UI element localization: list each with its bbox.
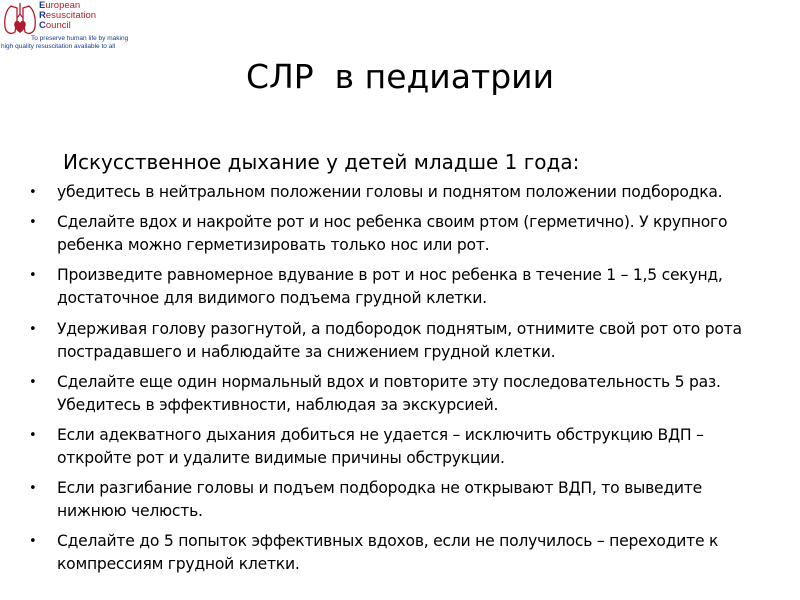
list-item [0, 371, 800, 417]
logo-organization-name [39, 1, 96, 31]
slide-subheading: Искусственное дыхание у детей младше 1 года: [63, 150, 580, 174]
bullet-text: Сделайте вдох и накройте рот и нос ребенка своим ртом (герметично). У крупного ребенка можно герметизировать только нос или рот. [57, 213, 728, 255]
logo-tagline-line-2: high quality resuscitation available to all [1, 42, 116, 50]
bullet-text: Произведите равномерное вдувание в рот и нос ребенка в течение 1 – 1,5 секунд, достаточное для видимого подъема грудной клетки. [57, 266, 723, 308]
logo-line-resuscitation: Resuscitation [39, 10, 97, 21]
bullet-marker: • [29, 185, 37, 200]
bullet-marker: • [29, 374, 37, 390]
bullet-marker: • [29, 534, 37, 550]
list-item [0, 181, 800, 204]
list-item [0, 530, 800, 576]
logo-line-european: European [39, 0, 81, 11]
logo-line-council: Council [39, 20, 71, 31]
bullet-marker: • [29, 321, 37, 337]
bullet-marker: • [29, 268, 37, 284]
list-item [0, 211, 800, 257]
logo-tagline-line-1: To preserve human life by making [31, 35, 129, 42]
bullet-text: Если разгибание головы и подъем подбородка не открывают ВДП, то выведите нижнюю челюсть. [57, 479, 702, 521]
list-item [0, 264, 800, 310]
bullet-marker: • [29, 215, 37, 231]
bullet-text: Сделайте еще один нормальный вдох и повторите эту последовательность 5 раз. Убедитесь в эффективности, наблюдая за экскурсией. [57, 372, 721, 414]
bullet-text: убедитесь в нейтральном положении головы и поднятом положении подбородка. [57, 183, 723, 201]
list-item [0, 424, 800, 470]
bullet-text: Сделайте до 5 попыток эффективных вдохов, если не получилось – переходите к компрессиям грудной клетки. [57, 532, 719, 574]
bullet-list [0, 181, 800, 584]
bullet-marker: • [29, 481, 37, 497]
logo-tagline [1, 35, 135, 50]
bullet-text: Если адекватного дыхания добиться не удается – исключить обструкцию ВДП – откройте рот и удалите видимые причины обструкции. [57, 425, 704, 467]
erc-logo [0, 0, 135, 52]
list-item [0, 318, 800, 364]
bullet-marker: • [29, 427, 37, 443]
bullet-text: Удерживая голову разогнутой, а подбородок поднятым, отнимите свой рот ото рота пострадавшего и наблюдайте за снижением грудной клетки. [57, 319, 742, 361]
list-item [0, 477, 800, 523]
slide-title: СЛР в педиатрии [245, 57, 555, 96]
erc-heart-lungs-icon [2, 2, 38, 38]
